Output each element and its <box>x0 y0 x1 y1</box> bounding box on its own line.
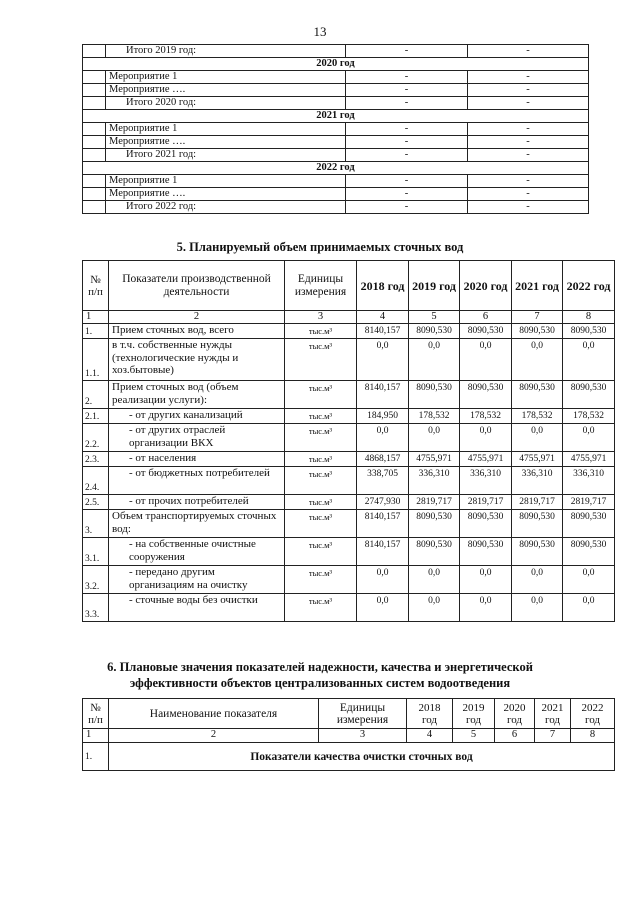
value-cell: - <box>346 97 468 110</box>
value-cell: 8090,530 <box>460 538 512 566</box>
column-number-row <box>83 311 615 324</box>
value-cell: - <box>346 201 468 214</box>
value-cell: 8090,530 <box>460 381 512 409</box>
value-cell: 8090,530 <box>409 324 460 339</box>
col-number: 3 <box>285 311 357 324</box>
value-cell: 178,532 <box>409 409 460 424</box>
value-cell: 336,310 <box>409 467 460 495</box>
event-row <box>83 71 589 84</box>
quality-section-row <box>83 743 615 771</box>
events-table <box>82 44 589 214</box>
value-cell: 338,705 <box>357 467 409 495</box>
row-number: 1. <box>83 324 109 339</box>
section6-title-line1: 6. Плановые значения показателей надежности, качества и энергетической <box>107 660 533 674</box>
header-2021: 2021 год <box>535 699 571 729</box>
header-2022: 2022 год <box>563 261 615 311</box>
value-cell: 0,0 <box>357 594 409 622</box>
value-cell: - <box>468 45 589 58</box>
value-cell: - <box>346 136 468 149</box>
col-number: 4 <box>357 311 409 324</box>
event-row <box>83 136 589 149</box>
value-cell: 4868,157 <box>357 452 409 467</box>
value-cell: 0,0 <box>563 594 615 622</box>
value-cell: - <box>468 71 589 84</box>
data-row <box>83 452 615 467</box>
wastewater-table <box>82 260 615 622</box>
value-cell: 336,310 <box>563 467 615 495</box>
total-row <box>83 201 589 214</box>
header-num: № п/п <box>83 261 109 311</box>
blank-cell <box>83 71 106 84</box>
header-unit: Единицы измерения <box>285 261 357 311</box>
data-row <box>83 467 615 495</box>
total-row <box>83 149 589 162</box>
value-cell: - <box>346 45 468 58</box>
value-cell: 4755,971 <box>512 452 563 467</box>
col-number: 1 <box>83 729 109 743</box>
value-cell: 4755,971 <box>409 452 460 467</box>
value-cell: 184,950 <box>357 409 409 424</box>
indicators-table <box>82 698 615 771</box>
data-row <box>83 594 615 622</box>
value-cell: 2747,930 <box>357 495 409 510</box>
unit-cell: тыс.м³ <box>285 594 357 622</box>
event-row <box>83 84 589 97</box>
value-cell: 2819,717 <box>512 495 563 510</box>
col-number: 2 <box>109 311 285 324</box>
value-cell: - <box>346 175 468 188</box>
value-cell: 8140,157 <box>357 538 409 566</box>
col-number: 5 <box>409 311 460 324</box>
col-number: 1 <box>83 311 109 324</box>
event-label: Мероприятие 1 <box>106 71 346 84</box>
section5-title: 5. Планируемый объем принимаемых сточных вод <box>176 240 464 254</box>
unit-cell: тыс.м³ <box>285 409 357 424</box>
value-cell: 0,0 <box>357 424 409 452</box>
col-number: 2 <box>109 729 319 743</box>
value-cell: - <box>468 149 589 162</box>
row-number: 2.2. <box>83 424 109 452</box>
header-2019: 2019 год <box>409 261 460 311</box>
value-cell: 0,0 <box>409 566 460 594</box>
unit-cell: тыс.м³ <box>285 324 357 339</box>
row-number: 2.5. <box>83 495 109 510</box>
data-row <box>83 381 615 409</box>
total-row <box>83 45 589 58</box>
indicator-name: - сточные воды без очистки <box>109 594 285 622</box>
header-row <box>83 699 615 729</box>
value-cell: 0,0 <box>512 339 563 381</box>
row-number: 2.3. <box>83 452 109 467</box>
unit-cell: тыс.м³ <box>285 467 357 495</box>
value-cell: 4755,971 <box>460 452 512 467</box>
row-number: 3.2. <box>83 566 109 594</box>
value-cell: 2819,717 <box>409 495 460 510</box>
total-label: Итого 2021 год: <box>106 149 346 162</box>
header-2021: 2021 год <box>512 261 563 311</box>
total-row <box>83 97 589 110</box>
header-2018: 2018 год <box>407 699 453 729</box>
col-number: 3 <box>319 729 407 743</box>
value-cell: 8090,530 <box>512 324 563 339</box>
value-cell: - <box>346 188 468 201</box>
value-cell: 0,0 <box>460 594 512 622</box>
quality-section-label: Показатели качества очистки сточных вод <box>109 743 615 771</box>
header-2022: 2022 год <box>571 699 615 729</box>
col-number: 7 <box>535 729 571 743</box>
year-row <box>83 110 589 123</box>
col-number: 8 <box>571 729 615 743</box>
value-cell: 8090,530 <box>563 510 615 538</box>
event-label: Мероприятие 1 <box>106 123 346 136</box>
event-row <box>83 175 589 188</box>
value-cell: 0,0 <box>357 566 409 594</box>
blank-cell <box>83 84 106 97</box>
value-cell: - <box>468 175 589 188</box>
col-number: 6 <box>495 729 535 743</box>
header-2020: 2020 год <box>460 261 512 311</box>
row-number: 2.1. <box>83 409 109 424</box>
column-number-row <box>83 729 615 743</box>
data-row <box>83 566 615 594</box>
total-label: Итого 2020 год: <box>106 97 346 110</box>
event-label: Мероприятие …. <box>106 136 346 149</box>
section6-title-line2: эффективности объектов централизованных систем водоотведения <box>129 676 511 690</box>
col-number: 7 <box>512 311 563 324</box>
data-row <box>83 510 615 538</box>
indicator-name: - на собственные очистные сооружения <box>109 538 285 566</box>
header-indicator-name: Наименование показателя <box>109 699 319 729</box>
value-cell: 8140,157 <box>357 381 409 409</box>
indicator-name: - передано другим организациям на очистку <box>109 566 285 594</box>
indicator-name: Объем транспортируемых сточных вод: <box>109 510 285 538</box>
unit-cell: тыс.м³ <box>285 566 357 594</box>
value-cell: 2819,717 <box>460 495 512 510</box>
value-cell: - <box>468 201 589 214</box>
col-number: 5 <box>453 729 495 743</box>
blank-cell <box>83 188 106 201</box>
value-cell: 8090,530 <box>512 510 563 538</box>
unit-cell: тыс.м³ <box>285 381 357 409</box>
value-cell: 0,0 <box>563 566 615 594</box>
value-cell: 0,0 <box>460 339 512 381</box>
value-cell: 178,532 <box>512 409 563 424</box>
value-cell: 336,310 <box>512 467 563 495</box>
blank-cell <box>83 123 106 136</box>
event-row <box>83 123 589 136</box>
value-cell: 0,0 <box>512 594 563 622</box>
indicator-name: - от других канализаций <box>109 409 285 424</box>
value-cell: 0,0 <box>512 424 563 452</box>
header-row <box>83 261 615 311</box>
value-cell: - <box>346 123 468 136</box>
blank-cell <box>83 45 106 58</box>
row-number: 2. <box>83 381 109 409</box>
blank-cell <box>83 97 106 110</box>
value-cell: 8090,530 <box>563 324 615 339</box>
row-number: 3.3. <box>83 594 109 622</box>
page-number: 13 <box>313 24 327 39</box>
value-cell: - <box>468 188 589 201</box>
indicator-name: - от бюджетных потребителей <box>109 467 285 495</box>
unit-cell: тыс.м³ <box>285 510 357 538</box>
header-2019: 2019 год <box>453 699 495 729</box>
data-row <box>83 538 615 566</box>
unit-cell: тыс.м³ <box>285 452 357 467</box>
value-cell: 0,0 <box>460 566 512 594</box>
value-cell: 8090,530 <box>409 538 460 566</box>
value-cell: 0,0 <box>409 424 460 452</box>
row-number: 3. <box>83 510 109 538</box>
value-cell: 2819,717 <box>563 495 615 510</box>
indicator-name: - от населения <box>109 452 285 467</box>
unit-cell: тыс.м³ <box>285 538 357 566</box>
unit-cell: тыс.м³ <box>285 339 357 381</box>
event-label: Мероприятие …. <box>106 84 346 97</box>
value-cell: - <box>346 149 468 162</box>
indicator-name: Прием сточных вод, всего <box>109 324 285 339</box>
row-number: 2.4. <box>83 467 109 495</box>
value-cell: - <box>468 136 589 149</box>
data-row <box>83 495 615 510</box>
year-label: 2022 год <box>83 162 589 175</box>
blank-cell <box>83 175 106 188</box>
value-cell: 8090,530 <box>409 510 460 538</box>
value-cell: 0,0 <box>512 566 563 594</box>
event-row <box>83 188 589 201</box>
value-cell: 8140,157 <box>357 324 409 339</box>
value-cell: 0,0 <box>563 424 615 452</box>
blank-cell <box>83 201 106 214</box>
data-row <box>83 324 615 339</box>
year-label: 2021 год <box>83 110 589 123</box>
unit-cell: тыс.м³ <box>285 495 357 510</box>
total-label: Итого 2019 год: <box>106 45 346 58</box>
year-row <box>83 162 589 175</box>
col-number: 8 <box>563 311 615 324</box>
year-row <box>83 58 589 71</box>
indicator-name: - от прочих потребителей <box>109 495 285 510</box>
value-cell: 178,532 <box>460 409 512 424</box>
value-cell: 0,0 <box>563 339 615 381</box>
indicator-name: Прием сточных вод (объем реализации услуги): <box>109 381 285 409</box>
unit-cell: тыс.м³ <box>285 424 357 452</box>
total-label: Итого 2022 год: <box>106 201 346 214</box>
indicator-name: - от других отраслей организации ВКХ <box>109 424 285 452</box>
row-number: 1.1. <box>83 339 109 381</box>
value-cell: 8090,530 <box>460 324 512 339</box>
value-cell: 8090,530 <box>409 381 460 409</box>
value-cell: 8090,530 <box>563 381 615 409</box>
value-cell: - <box>346 71 468 84</box>
value-cell: 0,0 <box>357 339 409 381</box>
value-cell: - <box>468 97 589 110</box>
value-cell: 8090,530 <box>563 538 615 566</box>
value-cell: 0,0 <box>409 339 460 381</box>
value-cell: 0,0 <box>409 594 460 622</box>
value-cell: 8140,157 <box>357 510 409 538</box>
value-cell: 8090,530 <box>512 538 563 566</box>
value-cell: - <box>346 84 468 97</box>
header-2020: 2020 год <box>495 699 535 729</box>
col-number: 4 <box>407 729 453 743</box>
header-indicator: Показатели производственной деятельности <box>109 261 285 311</box>
year-label: 2020 год <box>83 58 589 71</box>
value-cell: 178,532 <box>563 409 615 424</box>
data-row <box>83 409 615 424</box>
data-row <box>83 339 615 381</box>
value-cell: 4755,971 <box>563 452 615 467</box>
value-cell: 8090,530 <box>512 381 563 409</box>
row-number: 1. <box>83 743 109 771</box>
blank-cell <box>83 149 106 162</box>
header-unit: Единицы измерения <box>319 699 407 729</box>
value-cell: - <box>468 123 589 136</box>
value-cell: 0,0 <box>460 424 512 452</box>
col-number: 6 <box>460 311 512 324</box>
value-cell: 8090,530 <box>460 510 512 538</box>
event-label: Мероприятие …. <box>106 188 346 201</box>
value-cell: - <box>468 84 589 97</box>
header-num: № п/п <box>83 699 109 729</box>
row-number: 3.1. <box>83 538 109 566</box>
blank-cell <box>83 136 106 149</box>
value-cell: 336,310 <box>460 467 512 495</box>
indicator-name: в т.ч. собственные нужды (технологические нужды и хоз.бытовые) <box>109 339 285 381</box>
event-label: Мероприятие 1 <box>106 175 346 188</box>
header-2018: 2018 год <box>357 261 409 311</box>
data-row <box>83 424 615 452</box>
